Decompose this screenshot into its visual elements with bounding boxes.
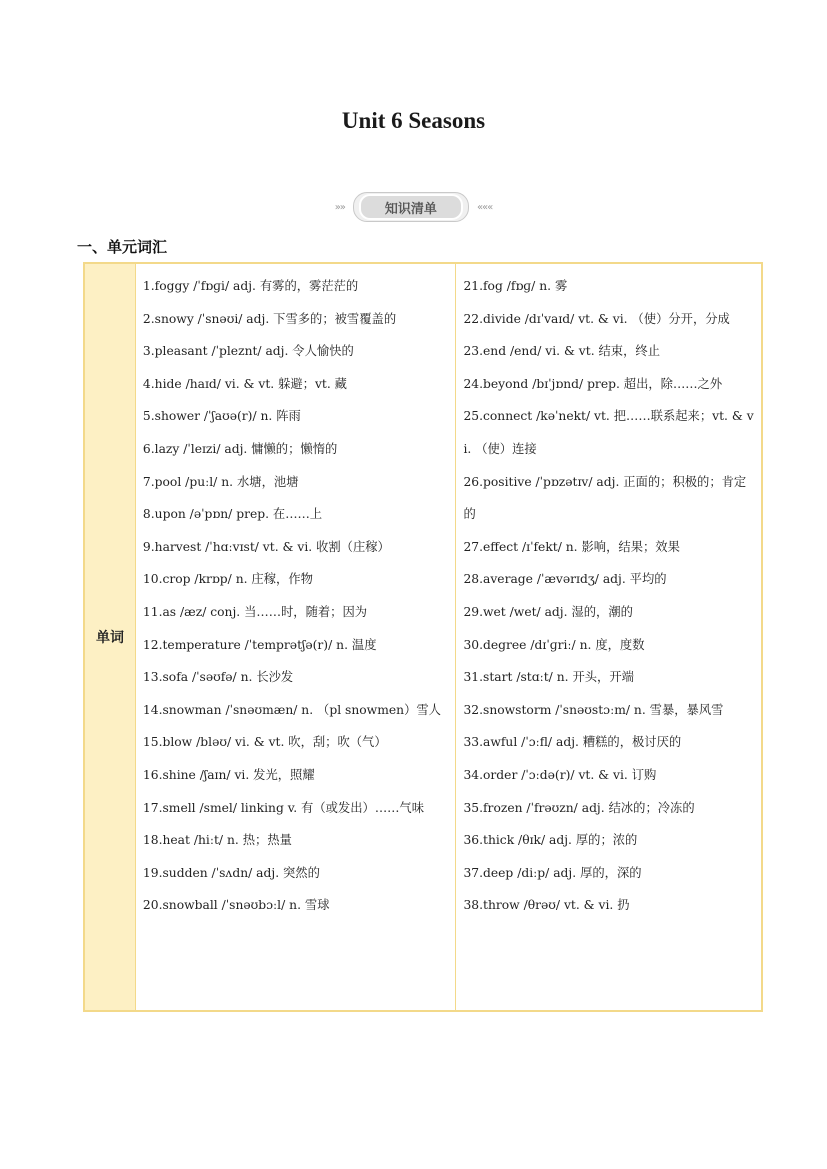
vocab-entry: 33.awful /ˈɔːfl/ adj. 糟糕的，极讨厌的 — [463, 735, 682, 750]
table-row-label: 单词 — [85, 264, 136, 1010]
vocab-entry: 24.beyond /bɪˈjɒnd/ prep. 超出，除……之外 — [463, 376, 723, 391]
vocab-entry: 15.blow /bləʊ/ vi. & vt. 吹，刮；吹（气） — [142, 735, 387, 750]
vocab-entry: 13.sofa /ˈsəʊfə/ n. 长沙发 — [142, 670, 294, 685]
vocab-entry: 17.smell /smel/ linking v. 有（或发出）……气味 — [142, 800, 425, 815]
vocab-entry: 26.positive /ˈpɒzətɪv/ adj. 正面的；积极的；肯定的 — [463, 474, 747, 522]
vocab-entry: 20.snowball /ˈsnəʊbɔːl/ n. 雪球 — [142, 898, 330, 913]
vocab-entry: 36.thick /θɪk/ adj. 厚的；浓的 — [463, 833, 638, 848]
vocab-entry: 12.temperature /ˈtemprətʃə(r)/ n. 温度 — [142, 637, 377, 652]
knowledge-list-badge — [353, 192, 469, 222]
section-badge-row — [0, 191, 827, 223]
badge-label: 知识清单 — [359, 194, 463, 220]
vocab-entry: 3.pleasant /ˈpleznt/ adj. 令人愉快的 — [142, 344, 354, 359]
vocab-entry: 28.average /ˈævərɪdʒ/ adj. 平均的 — [463, 572, 667, 587]
vocab-entry: 2.snowy /ˈsnəʊi/ adj. 下雪多的；被雪覆盖的 — [142, 311, 397, 326]
section-heading: 一、单元词汇 — [77, 238, 168, 256]
vocab-entry: 7.pool /puːl/ n. 水塘，池塘 — [142, 474, 299, 489]
vocab-entry: 9.harvest /ˈhɑːvɪst/ vt. & vi. 收割（庄稼） — [142, 539, 390, 554]
vocab-column-right — [456, 264, 761, 1010]
vocab-entry: 23.end /end/ vi. & vt. 结束，终止 — [463, 344, 660, 359]
double-chevron-right-icon: »» — [334, 201, 345, 213]
vocab-entry: 35.frozen /ˈfrəʊzn/ adj. 结冰的；冷冻的 — [463, 800, 695, 815]
vocab-entry: 16.shine /ʃaɪn/ vi. 发光，照耀 — [142, 767, 315, 782]
vocab-entry: 32.snowstorm /ˈsnəʊstɔːm/ n. 雪暴，暴风雪 — [463, 702, 724, 717]
vocab-entry: 10.crop /krɒp/ n. 庄稼，作物 — [142, 572, 313, 587]
vocab-column-left — [136, 264, 457, 1010]
vocab-entry: 30.degree /dɪˈɡriː/ n. 度，度数 — [463, 637, 645, 652]
vocab-entry: 5.shower /ˈʃaʊə(r)/ n. 阵雨 — [142, 409, 301, 424]
vocab-entry: 21.fog /fɒɡ/ n. 雾 — [463, 279, 568, 293]
vocab-entry: 1.foggy /ˈfɒɡi/ adj. 有雾的，雾茫茫的 — [142, 279, 359, 293]
vocab-entry: 22.divide /dɪˈvaɪd/ vt. & vi. （使）分开，分成 — [463, 311, 730, 326]
page-title: Unit 6 Seasons — [341, 108, 486, 133]
vocab-entry: 25.connect /kəˈnekt/ vt. 把……联系起来；vt. & vi. （使）连接 — [463, 409, 754, 456]
vocab-entry: 19.sudden /ˈsʌdn/ adj. 突然的 — [142, 865, 320, 880]
vocab-entry: 11.as /æz/ conj. 当……时，随着；因为 — [142, 604, 368, 619]
vocab-entry: 29.wet /wet/ adj. 湿的，潮的 — [463, 604, 633, 619]
vocab-entry: 27.effect /ɪˈfekt/ n. 影响，结果；效果 — [463, 539, 680, 554]
vocab-entry: 38.throw /θrəʊ/ vt. & vi. 扔 — [463, 898, 630, 913]
double-chevron-left-icon: ««« — [476, 201, 493, 213]
vocabulary-table — [83, 262, 763, 1012]
vocab-entry: 14.snowman /ˈsnəʊmæn/ n. （pl snowmen）雪人 — [142, 702, 441, 717]
vocab-entry: 4.hide /haɪd/ vi. & vt. 躲避；vt. 藏 — [142, 376, 347, 391]
vocab-entry: 6.lazy /ˈleɪzi/ adj. 慵懒的；懒惰的 — [142, 441, 338, 456]
vocab-entry: 37.deep /diːp/ adj. 厚的，深的 — [463, 865, 642, 880]
vocab-entry: 8.upon /əˈpɒn/ prep. 在……上 — [142, 507, 323, 522]
vocab-entry: 18.heat /hiːt/ n. 热；热量 — [142, 833, 292, 848]
vocab-entry: 31.start /stɑːt/ n. 开头，开端 — [463, 670, 634, 685]
vocab-entry: 34.order /ˈɔːdə(r)/ vt. & vi. 订购 — [463, 767, 657, 782]
